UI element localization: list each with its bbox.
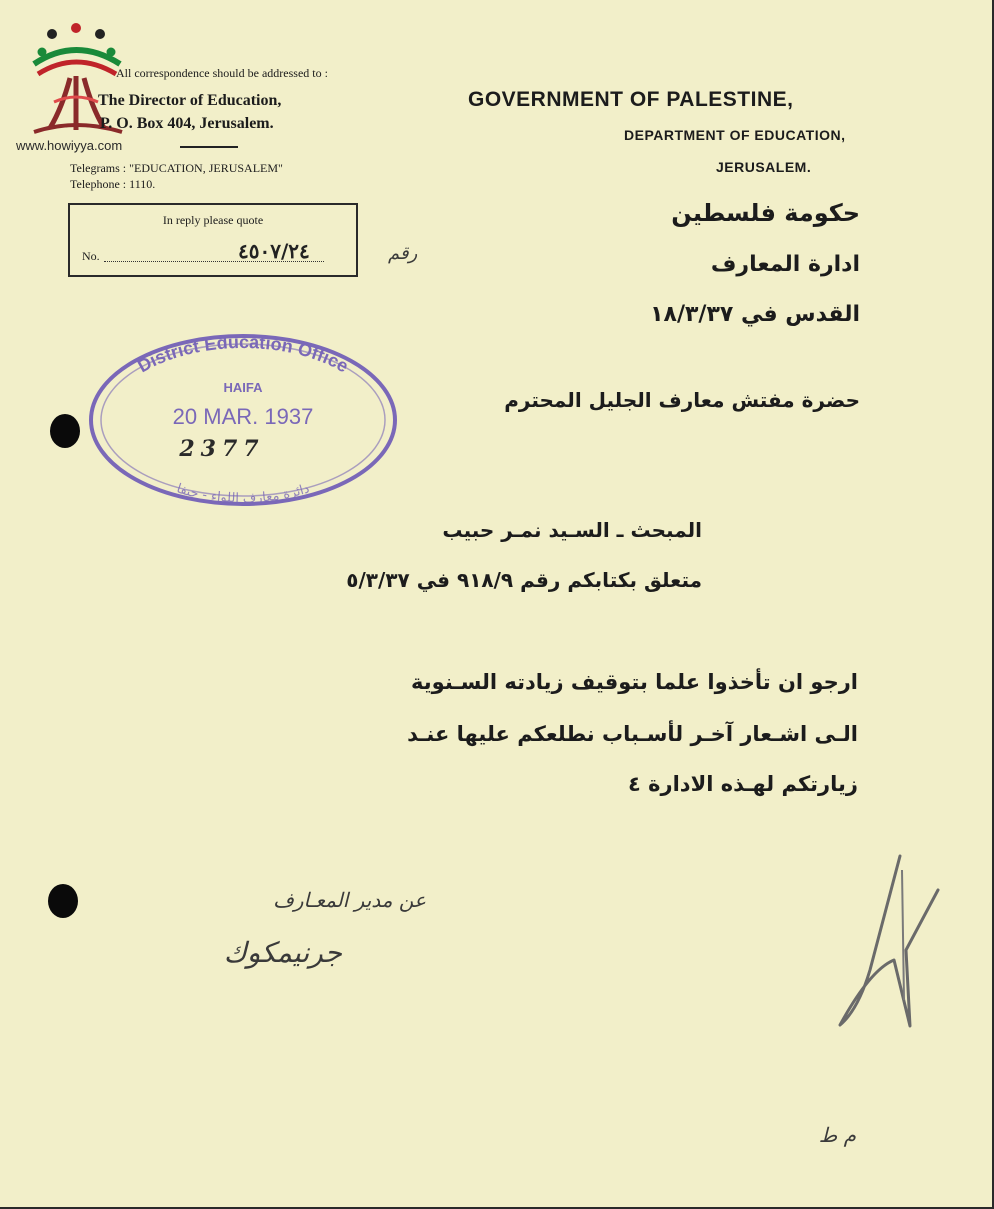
stamp-date: 20 MAR. 1937 [172, 404, 314, 429]
department-title: DEPARTMENT OF EDUCATION, [624, 127, 846, 143]
reply-quote-box [68, 203, 418, 277]
addressee: حضرة مفتش معارف الجليل المحترم [504, 388, 860, 412]
stamp-arabic: دائرة معارف اللواء - حيفا [174, 481, 312, 507]
signature-name: جرنيمكوك [223, 936, 342, 969]
stamp-office: District Education Office [134, 331, 352, 377]
arabic-city-date: القدس في ١٨/٣/٣٧ [650, 302, 860, 327]
divider [180, 146, 238, 148]
handwritten-initials [830, 850, 940, 1040]
director-line: The Director of Education, [98, 92, 282, 109]
logo-url: www.howiyya.com [16, 138, 123, 153]
correspondence-note: All correspondence should be addressed to : [116, 66, 328, 80]
howiyya-logo [14, 18, 144, 158]
arabic-government: حكومة فلسطين [671, 199, 860, 227]
telegrams-line: Telegrams : "EDUCATION, JERUSALEM" [70, 161, 283, 175]
body-line-3: زيارتكم لهـذه الادارة ٤ [627, 772, 858, 796]
reference-line: متعلق بكتابكم رقم ٩١٨/٩ في ٥/٣/٣٧ [346, 568, 702, 592]
reply-no-label: No. [82, 249, 100, 263]
subject-line: المبحث ـ السـيد نمـر حبيب [442, 518, 702, 542]
reply-number: ٤٥٠٧/٢٤ [238, 239, 310, 263]
body-line-1: ارجو ان تأخذوا علما بتوقيف زيادته السـنوية [411, 670, 858, 694]
received-stamp [82, 330, 404, 510]
government-title: GOVERNMENT OF PALESTINE, [468, 88, 794, 111]
reply-raqm-label: رقم [388, 243, 418, 264]
arabic-department: ادارة المعارف [710, 252, 860, 277]
reply-quote-title: In reply please quote [162, 213, 264, 227]
punch-hole [48, 884, 78, 918]
stamp-city: HAIFA [223, 380, 263, 395]
svg-text:District Education Office [134, 332, 352, 376]
sign-on-behalf: عن مدير المعـارف [273, 888, 426, 912]
po-box-line: P. O. Box 404, Jerusalem. [100, 115, 274, 132]
stamp-number: 2377 [179, 436, 265, 462]
svg-text:دائرة معارف اللواء - حيفا [175, 481, 312, 506]
punch-hole [50, 414, 80, 448]
footer-mark: م ط [818, 1123, 856, 1147]
telephone-line: Telephone : 1110. [70, 177, 156, 191]
body-line-2: الـى اشـعار آخـر لأسـباب نطلعكم عليها عنـد [407, 722, 858, 746]
city-title: JERUSALEM. [716, 159, 812, 175]
